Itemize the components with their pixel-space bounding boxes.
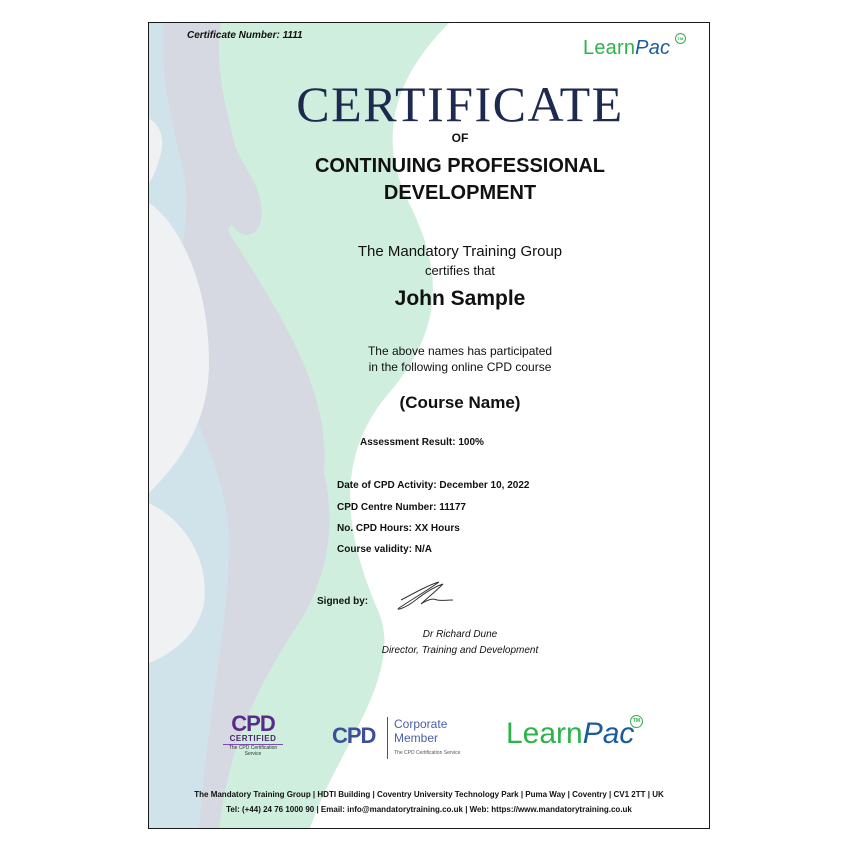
footer-contact: Tel: (+44) 24 76 1000 90 | Email: info@mandatorytraining.co.uk | Web: https://www.mandatorytraining.co.uk [226,805,632,814]
logo-learn-text: Learn [583,37,636,59]
description-line2: in the following online CPD course [368,360,552,374]
corporate-line2: Member [394,731,439,745]
certificate-page [148,22,710,829]
detail-date: Date of CPD Activity: December 10, 2022 [337,480,530,491]
course-name: (Course Name) [399,393,521,412]
cpd-certified-service: The CPD Certification Service [228,745,278,757]
corporate-line1: Corporate [394,717,448,731]
logo-pac-text: Pac [635,37,671,59]
title-of: OF [451,131,469,145]
trademark-icon: TM [675,33,686,44]
footer-address: The Mandatory Training Group | HDTI Building | Coventry University Technology Park | Puma Way | Coventry | CV1 2TT | UK [194,790,664,799]
certificate-number: Certificate Number: 1111 [187,30,303,41]
corporate-service: The CPD Certification Service [394,750,461,756]
cpd-certified-letters: CPD [231,711,275,736]
issuer-name: The Mandatory Training Group [357,243,563,260]
recipient-name: John Sample [394,287,526,310]
logo-learn-text: Learn [506,717,583,750]
signer-block [209,627,710,659]
signature-icon [391,578,461,612]
signed-by-label: Signed by: [317,596,369,607]
trademark-icon: TM [630,715,643,728]
signer-name: Dr Richard Dune [422,629,498,640]
cpd-heading-line1: CONTINUING PROFESSIONAL [314,155,605,177]
learnpac-logo-top [583,36,684,60]
detail-cpd-hours: No. CPD Hours: XX Hours [337,523,460,534]
cpd-heading-line2: DEVELOPMENT [383,182,537,204]
corporate-divider [387,717,388,759]
participation-description [209,343,710,375]
detail-centre-number: CPD Centre Number: 11177 [337,502,466,513]
description-line1: The above names has participated [367,344,553,358]
corporate-cpd-letters: CPD [332,723,376,748]
assessment-result: Assessment Result: 100% [360,437,484,448]
cpd-heading [209,153,710,207]
cpd-certified-logo [223,711,283,757]
signer-title: Director, Training and Development [381,645,539,656]
certificate-title: CERTIFICATE [296,76,624,132]
certifies-text: certifies that [424,263,496,278]
logo-pac-text: Pac [582,717,635,750]
detail-validity: Course validity: N/A [337,544,433,555]
learnpac-logo-bottom [506,717,641,751]
cpd-certified-word: CERTIFIED [223,734,283,745]
